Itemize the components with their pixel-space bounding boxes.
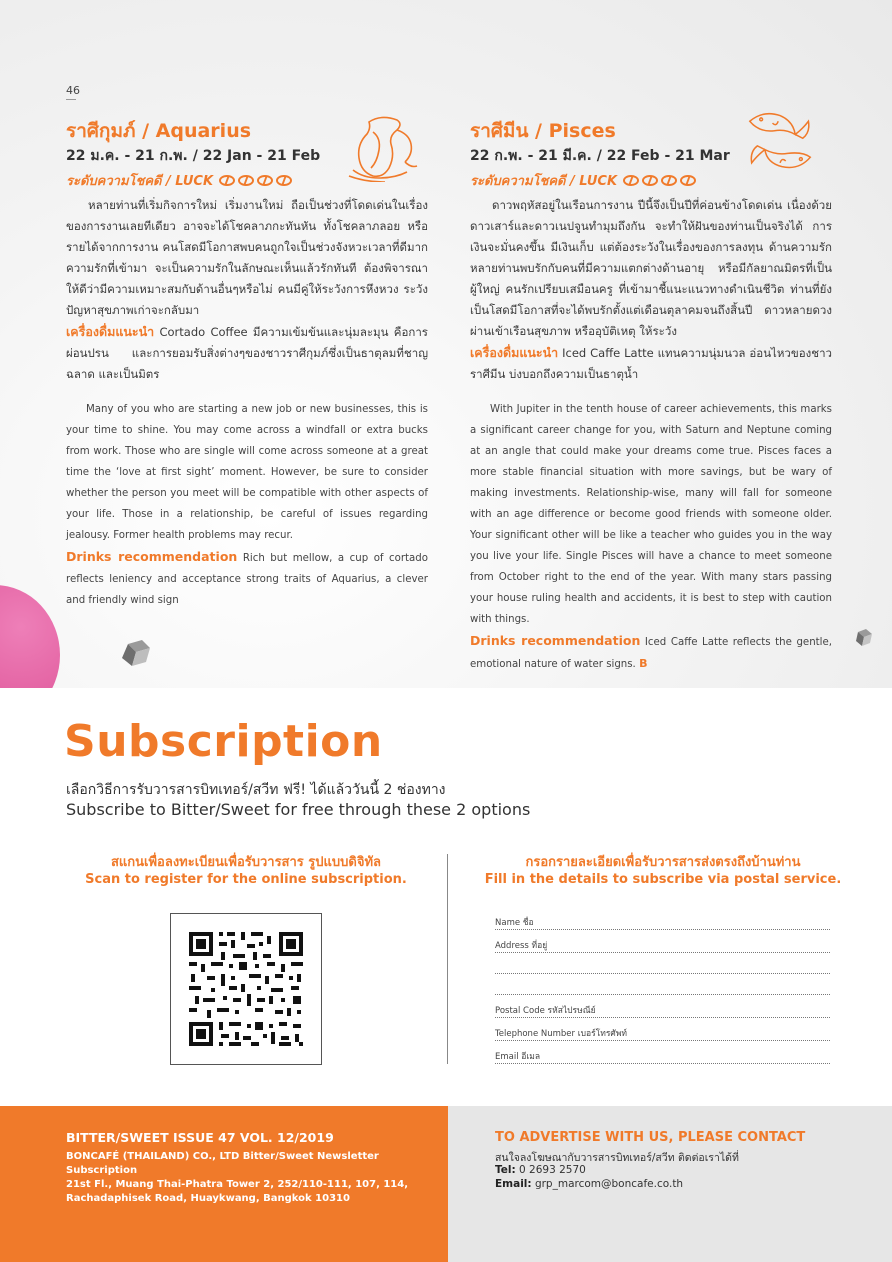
coffee-bean-icon — [623, 175, 639, 186]
aquarius-column — [66, 118, 428, 611]
postal-heading-th: กรอกรายละเอียดเพื่อรับวารสารส่งตรงถึงบ้านท่าน — [525, 855, 801, 870]
pisces-thai-drink-label: เครื่องดื่มแนะนำ — [470, 345, 559, 360]
address-field[interactable] — [495, 938, 830, 953]
advertise-email — [495, 1178, 683, 1190]
address-line: 21st Fl., Muang Thai-Phatra Tower 2, 252/110-111, 107, 114, — [66, 1179, 409, 1190]
aquarius-title: ราศีกุมภ์ / Aquarius — [66, 120, 252, 142]
coffee-bean-icon — [680, 175, 696, 186]
email-field[interactable] — [495, 1049, 830, 1064]
address-field-label: Address ที่อยู่ — [495, 941, 548, 951]
subscription-subtitle-en: Subscribe to Bitter/Sweet for free through these 2 options — [66, 800, 531, 819]
telephone-label: Tel: — [495, 1164, 516, 1176]
pink-decoration — [0, 585, 60, 688]
coffee-bean-icon — [661, 175, 677, 186]
pisces-luck-rating — [623, 175, 696, 186]
coffee-bean-icon — [257, 175, 273, 186]
pisces-title: ราศีมีน / Pisces — [470, 120, 616, 142]
advertise-telephone — [495, 1164, 586, 1176]
coffee-bean-icon — [238, 175, 254, 186]
aquarius-luck — [66, 170, 428, 191]
aquarius-thai-drink-text: Cortado Coffee มีความเข้มข้นและนุ่มละมุน คือการผ่อนปรน และการยอมรับสิ่งต่างๆของชาวราศีกุมภ์ซึ่งเป็นธาตุลมที่ชาญฉลาด และเป็นมิตร — [66, 325, 428, 381]
aquarius-english-drink-text: Rich but mellow, a cup of cortado reflects leniency and acceptance strong traits of Aquarius, a clever and friendly wind sign — [66, 553, 428, 606]
qr-code[interactable] — [170, 913, 322, 1065]
page-number: 46 — [66, 84, 80, 97]
email-label: Email: — [495, 1178, 532, 1190]
coffee-bean-icon — [276, 175, 292, 186]
address-line: BONCAFÉ (THAILAND) CO., LTD Bitter/Sweet Newsletter Subscription — [66, 1151, 379, 1176]
name-field[interactable] — [495, 915, 830, 930]
advertise-thai: สนใจลงโฆษณากับวารสารบิทเทอร์/สวีท ติดต่อเราได้ที่ — [495, 1152, 739, 1164]
pisces-luck — [470, 170, 832, 191]
telephone-number[interactable]: 0 2693 2570 — [515, 1164, 586, 1176]
postal-heading-en: Fill in the details to subscribe via postal service. — [484, 872, 842, 887]
pisces-english-drink — [470, 630, 832, 675]
aquarius-thai-drink — [66, 321, 428, 385]
pisces-thai-drink-text: Iced Caffe Latte แทนความนุ่มนวล อ่อนไหวของชาวราศีมีน บ่งบอกถึงความเป็นธาตุน้ำ — [470, 346, 832, 381]
pisces-luck-label: ระดับความโชคดี / LUCK — [470, 174, 618, 189]
pisces-thai-body: ดาวพฤหัสอยู่ในเรือนการงาน ปีนี้จึงเป็นปีที่ค่อนข้างโดดเด่น เนื่องด้วยดาวเสาร์และดาวเนปจูนทำมุมถึงกัน จะทำให้ฝันของท่านเป็นจริงได้ การเงินจะมั่นคงขึ้น มีเงินเก็บ แต่ต้องระวังในเรื่องของการลงทุน ด้านความรัก หลายท่านพบรักกับคนที่มีความแตกต่างด้านอายุ หรือมีกัลยาณมิตรที่เป็นผู้ใหญ่ คนรักเปรียบเสมือนครู ที่เข้ามาชี้แนะแนวทางดำเนินชีวิต ท่านที่ยังเป็นโสดมีโอกาสที่จะได้พบรักตั้งแต่เดือนตุลาคมจนถึงสิ้นปี ดาวหลายดวงผ่านเข้าเรือนสุขภาพ หรืออุบัติเหตุ ให้ระวัง — [470, 198, 832, 338]
aquarius-thai-drink-label: เครื่องดื่มแนะนำ — [66, 324, 155, 339]
subscription-subtitle-th: เลือกวิธีการรับวารสารบิทเทอร์/สวีท ฟรี! ได้แล้ววันนี้ 2 ช่องทาง — [66, 782, 446, 798]
postal-code-field-label: Postal Code รหัสไปรษณีย์ — [495, 1006, 596, 1016]
cube-decoration-right — [854, 628, 874, 648]
aquarius-luck-label: ระดับความโชคดี / LUCK — [66, 174, 214, 189]
company-address — [66, 1150, 438, 1206]
pisces-english-body: With Jupiter in the tenth house of career achievements, this marks a significant career change for you, with Saturn and Neptune coming at an angle that could make your dreams come true. Pisces faces a more stable financial situation with more savings, but be wary of making investments. Relationship-wise, many will fall for someone with an age difference or become good friends with someone older. Your significant other will be like a teacher who guides you in the way you live your life. Single Pisces will have a chance to meet someone from October right to the end of the year. With many stars passing your house ruling health and accidents, it is best to step with caution with things. — [470, 404, 832, 625]
end-mark-icon: B — [639, 657, 648, 670]
issue-title: BITTER/SWEET ISSUE 47 VOL. 12/2019 — [66, 1130, 334, 1145]
aquarius-luck-rating — [219, 175, 292, 186]
pisces-dates: 22 ก.พ. - 21 มี.ค. / 22 Feb - 21 Mar — [470, 148, 730, 164]
cube-decoration-left — [118, 640, 152, 668]
email-field-label: Email อีเมล — [495, 1052, 541, 1062]
coffee-bean-icon — [642, 175, 658, 186]
name-field-label: Name ชื่อ — [495, 918, 534, 928]
postal-code-field[interactable] — [495, 1003, 830, 1018]
aquarius-dates: 22 ม.ค. - 21 ก.พ. / 22 Jan - 21 Feb — [66, 148, 321, 164]
telephone-field[interactable] — [495, 1026, 830, 1041]
address-field-line-3[interactable] — [495, 980, 830, 995]
subscription-title: Subscription — [64, 716, 383, 767]
qr-code-image — [171, 914, 321, 1064]
aquarius-thai-body: หลายท่านที่เริ่มกิจการใหม่ เริ่มงานใหม่ ถือเป็นช่วงที่โดดเด่นในเรื่องของการงานเลยทีเดียว อาจจะได้โชคลาภกะทันหัน ทั้งโชคลาภลอย หรือรายได้จากการงาน คนโสดมีโอกาสพบคนถูกใจเป็นช่วงจังหวะเวลาที่ดีมาก ความรักที่เข้ามา จะเป็นความรักในลักษณะเห็นแล้วรักทันที ต้องพิจารณาให้ดีว่ามีความเหมาะสมกับด้านอื่นๆหรือไม่ คนมีคู่ให้ระวังการหึงหวง ระวังปัญหาสุขภาพเก่าจะกลับมา — [66, 198, 428, 317]
scan-heading-en: Scan to register for the online subscription. — [85, 872, 407, 887]
scan-heading-th: สแกนเพื่อลงทะเบียนเพื่อรับวารสาร รูปแบบดิจิทัล — [110, 855, 382, 870]
address-field-line-2[interactable] — [495, 959, 830, 974]
aquarius-english-drink-label: Drinks recommendation — [66, 549, 238, 564]
pisces-english-drink-text: Iced Caffe Latte reflects the gentle, emotional nature of water signs. — [470, 637, 832, 670]
page-number-rule — [66, 99, 76, 100]
aquarius-english-drink — [66, 546, 428, 611]
pisces-thai-drink — [470, 342, 832, 385]
aquarius-english-body: Many of you who are starting a new job or new businesses, this is your time to shine. You may come across a windfall or extra bucks from work. Those who are single will come across someone at a great time the ‘love at first sight’ moment. However, be sure to consider whether the person you meet will be compatible with other aspects of your life. Those in a relationship, be careful of issues regarding jealousy. Former health problems may recur. — [66, 404, 428, 541]
address-line: Rachadaphisek Road, Huaykwang, Bangkok 10310 — [66, 1193, 350, 1204]
pisces-english-drink-label: Drinks recommendation — [470, 633, 641, 648]
email-address[interactable]: grp_marcom@boncafe.co.th — [531, 1178, 684, 1190]
pisces-column — [470, 118, 832, 675]
advertise-title: TO ADVERTISE WITH US, PLEASE CONTACT — [495, 1130, 806, 1145]
telephone-field-label: Telephone Number เบอร์โทรศัพท์ — [495, 1029, 628, 1039]
coffee-bean-icon — [219, 175, 235, 186]
section-divider — [447, 854, 448, 1064]
